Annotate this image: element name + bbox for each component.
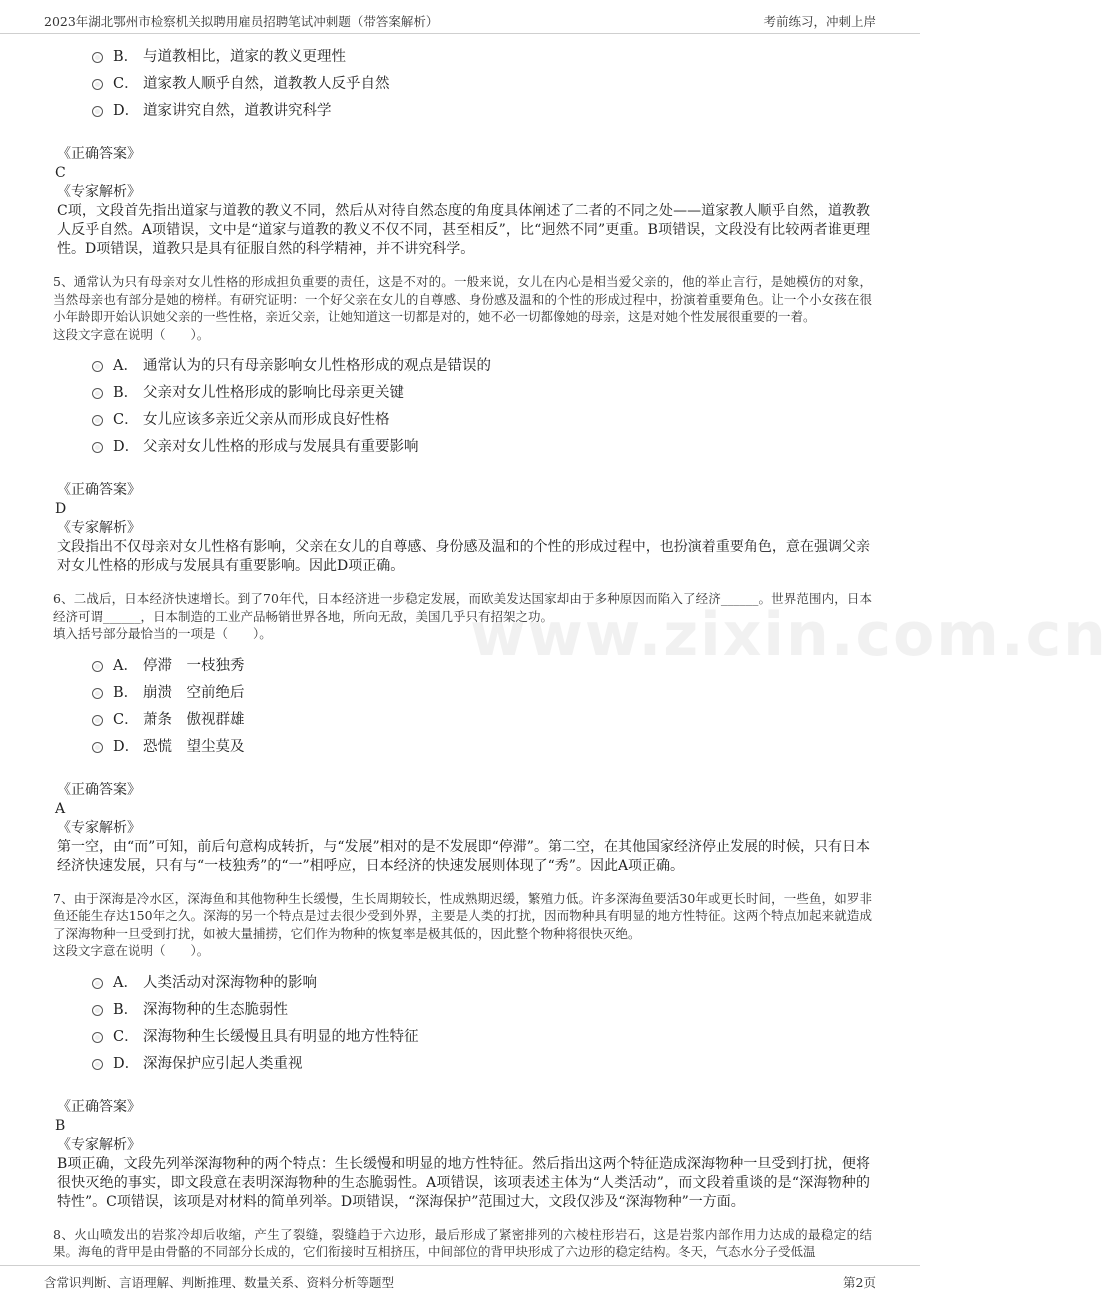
q4-options — [92, 42, 920, 123]
q5-option-b[interactable]: B． 父亲对女儿性格形成的影响比母亲更关键 — [92, 378, 920, 405]
q7-option-a[interactable]: A． 人类活动对深海物种的影响 — [92, 968, 920, 995]
answer-label: 《正确答案》 — [57, 482, 141, 498]
analysis-label: 《专家解析》 — [57, 1136, 141, 1153]
q6-option-c[interactable]: C． 萧条 傲视群雄 — [92, 705, 920, 732]
analysis-label: 《专家解析》 — [57, 819, 141, 836]
q5-stem: 5、通常认为只有母亲对女儿性格的形成担负重要的责任，这是不对的。一般来说，女儿在内心是相当爱父亲的，他的举止言行，是她模仿的对象，当然母亲也有部分是她的榜样。有研究证明：一个好父亲在女儿的自尊感、身份感及温和的个性的形成过程中，扮演着重要角色。让一个小女孩在很小年龄即开始认识她父亲的一些性格，亲近父亲，让她知道这一切都是对的，她不必一切都像她的母亲，这是对她个性发展很重要的一着。 — [53, 274, 872, 324]
radio-icon[interactable] — [92, 1059, 103, 1070]
q6-stem: 6、二战后，日本经济快速增长。到了70年代，日本经济进一步稳定发展，而欧美发达国家却由于多种原因而陷入了经济______。世界范围内，日本经济可谓______，日本制造的工业产品畅销世界各地，所向无敌，美国几乎只有招架之功。 — [53, 591, 872, 624]
radio-icon[interactable] — [92, 1005, 103, 1016]
radio-icon[interactable] — [92, 442, 103, 453]
q6-answer: A — [55, 800, 66, 817]
q5-options — [92, 351, 920, 459]
q5-option-c[interactable]: C． 女儿应该多亲近父亲从而形成良好性格 — [92, 405, 920, 432]
answer-label: 《正确答案》 — [57, 1098, 141, 1115]
q7-option-b[interactable]: B． 深海物种的生态脆弱性 — [92, 995, 920, 1022]
radio-icon[interactable] — [92, 742, 103, 753]
q6-option-a[interactable]: A． 停滞 一枝独秀 — [92, 651, 920, 678]
q7-option-c[interactable]: C． 深海物种生长缓慢且具有明显的地方性特征 — [92, 1022, 920, 1049]
q4-answer: C — [55, 165, 66, 181]
q7-answer: B — [55, 1117, 66, 1134]
q4-analysis: C项，文段首先指出道家与道教的教义不同，然后从对待自然态度的角度具体阐述了二者的不同之处——道家教人顺乎自然，道教教人反乎自然。A项错误，文中是“道家与道教的教义不仅不同，甚至相反”，比“迥然不同”更重。B项错误，文段没有比较两者谁更理性。D项错误，道教只是具有征服自然的科学精神，并不讲究科学。 — [57, 203, 870, 257]
page-content — [0, 42, 920, 1261]
header-slogan: 考前练习，冲刺上岸 — [763, 14, 876, 29]
q7-option-d[interactable]: D． 深海保护应引起人类重视 — [92, 1049, 920, 1076]
q5-option-d[interactable]: D． 父亲对女儿性格的形成与发展具有重要影响 — [92, 432, 920, 459]
page-header — [0, 0, 920, 34]
q5-ask: 这段文字意在说明（ ）。 — [53, 326, 210, 342]
q4-option-b[interactable]: B． 与道教相比，道家的教义更理性 — [92, 42, 920, 69]
q7-analysis: B项正确，文段先列举深海物种的两个特点：生长缓慢和明显的地方性特征。然后指出这两个特征造成深海物种一旦受到打扰，便将很快灭绝的事实，即文段意在表明深海物种的生态脆弱性。A项错误，该项表述主体为“人类活动”，而文段着重谈的是“深海物种的特性”。C项错误，该项是对材料的简单列举。D项错误，“深海保护”范围过大，文段仅涉及“深海物种”一方面。 — [57, 1155, 870, 1210]
watermark: www.zixin.com.cn — [470, 600, 1108, 670]
analysis-label: 《专家解析》 — [57, 184, 141, 200]
answer-label: 《正确答案》 — [57, 781, 141, 798]
radio-icon[interactable] — [92, 52, 103, 63]
q6-option-b[interactable]: B． 崩溃 空前绝后 — [92, 678, 920, 705]
radio-icon[interactable] — [92, 688, 103, 699]
q4-option-c[interactable]: C． 道家教人顺乎自然，道教教人反乎自然 — [92, 69, 920, 96]
radio-icon[interactable] — [92, 106, 103, 117]
radio-icon[interactable] — [92, 388, 103, 399]
radio-icon[interactable] — [92, 415, 103, 426]
radio-icon[interactable] — [92, 361, 103, 372]
answer-label: 《正确答案》 — [57, 146, 141, 162]
q8-stem: 8、火山喷发出的岩浆冷却后收缩，产生了裂缝，裂缝趋于六边形，最后形成了紧密排列的六棱柱形岩石，这是岩浆内部作用力达成的最稳定的结果。海龟的背甲是由骨骼的不同部分长成的，它们衔接时互相挤压，中间部位的背甲块形成了六边形的稳定结构。冬天，气态水分子受低温 — [53, 1226, 872, 1259]
q6-analysis: 第一空，由“而”可知，前后句意构成转折，与“发展”相对的是不发展即“停滞”。第二空，在其他国家经济停止发展的时候，只有日本经济快速发展，只有与“一枝独秀”的“一”相呼应，日本经济的快速发展则体现了“秀”。因此A项正确。 — [57, 838, 870, 874]
q5-answer: D — [55, 501, 67, 517]
radio-icon[interactable] — [92, 715, 103, 726]
q5-analysis: 文段指出不仅母亲对女儿性格有影响，父亲在女儿的自尊感、身份感及温和的个性的形成过程中，也扮演着重要角色，意在强调父亲对女儿性格的形成与发展具有重要影响。因此D项正确。 — [57, 539, 870, 574]
q5-option-a[interactable]: A． 通常认为的只有母亲影响女儿性格形成的观点是错误的 — [92, 351, 920, 378]
radio-icon[interactable] — [92, 661, 103, 672]
footer-note: 含常识判断、言语理解、判断推理、数量关系、资料分析等题型 — [44, 1275, 395, 1290]
q7-options — [92, 968, 920, 1076]
page-footer — [0, 1265, 920, 1303]
document-title: 2023年湖北鄂州市检察机关拟聘用雇员招聘笔试冲刺题（带答案解析） — [44, 14, 439, 29]
radio-icon[interactable] — [92, 1032, 103, 1043]
q6-option-d[interactable]: D． 恐慌 望尘莫及 — [92, 732, 920, 759]
q6-ask: 填入括号部分最恰当的一项是（ ）。 — [53, 626, 272, 641]
page-number: 第2页 — [843, 1275, 876, 1290]
radio-icon[interactable] — [92, 79, 103, 90]
q7-ask: 这段文字意在说明（ ）。 — [53, 943, 210, 958]
analysis-label: 《专家解析》 — [57, 520, 141, 536]
q7-stem: 7、由于深海是冷水区，深海鱼和其他物种生长缓慢，生长周期较长，性成熟期迟缓，繁殖力低。许多深海鱼要活30年或更长时间，一些鱼，如罗非鱼还能生存达150年之久。深海的另一个特点是过去很少受到外界，主要是人类的打扰，因而物种具有明显的地方性特征。这两个特点加起来就造成了深海物种一旦受到打扰，如被大量捕捞，它们作为物种的恢复率是极其低的，因此整个物种将很快灭绝。 — [53, 890, 872, 941]
radio-icon[interactable] — [92, 978, 103, 989]
q6-options — [92, 651, 920, 759]
q4-option-d[interactable]: D． 道家讲究自然，道教讲究科学 — [92, 96, 920, 123]
